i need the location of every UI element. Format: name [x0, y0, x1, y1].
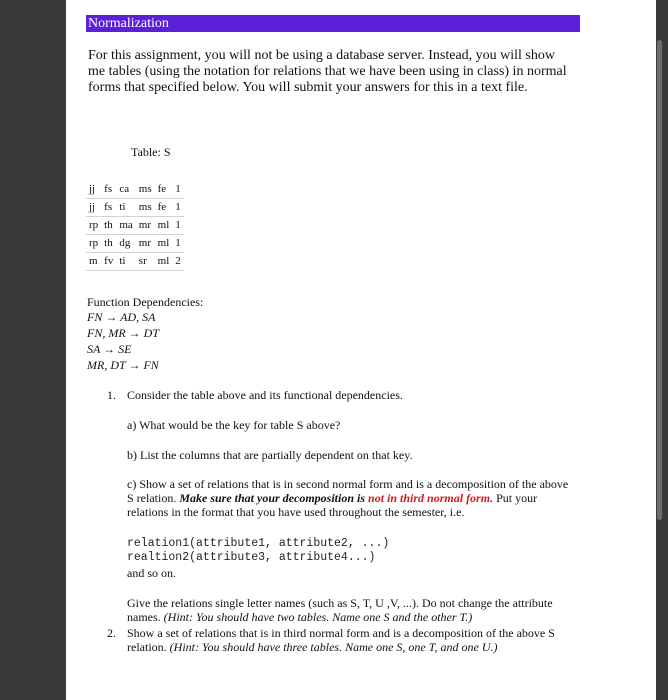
q1-naming-text: Give the relations single letter names (such as S, T, U ,V, ...). Do not change the attribute names.: [127, 596, 553, 624]
q1-part-b: b) List the columns that are partially dependent on that key.: [127, 448, 413, 462]
table-cell: fs: [101, 199, 116, 217]
table-cell: 1: [172, 199, 184, 217]
q1-c-emphasis: Make sure that your decomposition is: [179, 491, 366, 505]
q1-c-emphasis-end: in third normal form.: [387, 491, 494, 505]
dependency-line: SA → SE: [87, 342, 132, 356]
table-row: [86, 235, 184, 253]
table-cell: ml: [155, 217, 173, 235]
table-cell: th: [101, 235, 116, 253]
table-cell: 1: [172, 181, 184, 199]
dependency-line: MR, DT → FN: [87, 358, 159, 372]
table-cell: ms: [136, 181, 155, 199]
table-cell: mr: [136, 217, 155, 235]
q1-naming-hint: (Hint: You should have two tables. Name one S and the other T.): [163, 610, 473, 624]
table-title: Table: S: [131, 145, 171, 159]
and-so-on: and so on.: [127, 566, 176, 580]
table-cell: fs: [101, 181, 116, 199]
table-cell: rp: [86, 217, 101, 235]
table-row: [86, 181, 184, 199]
table-row: [86, 199, 184, 217]
table-cell: ml: [155, 253, 173, 271]
table-cell: fv: [101, 253, 116, 271]
dependencies-label: Function Dependencies:: [87, 295, 204, 309]
table-cell: ml: [155, 235, 173, 253]
q2-number: 2.: [107, 626, 116, 640]
table-row: [86, 217, 184, 235]
table-cell: th: [101, 217, 116, 235]
q1-part-c: [127, 477, 577, 519]
table-cell: fe: [155, 181, 173, 199]
table-cell: ma: [116, 217, 135, 235]
q1-text: Consider the table above and its functional dependencies.: [127, 388, 403, 402]
dependency-line: FN, MR → DT: [87, 326, 159, 340]
q2-hint: (Hint: You should have three tables. Name one S, one T, and one U.): [169, 640, 498, 654]
dependency-line: FN → AD, SA: [87, 310, 156, 324]
q1-c-format: Put your relations in the format that you have used throughout the semester, i.e.: [127, 491, 538, 519]
q1-c-text: c) Show a set of relations that is in second normal form and is a decomposition of the above S relation.: [127, 477, 569, 505]
table-cell: ms: [136, 199, 155, 217]
scrollbar[interactable]: [657, 40, 662, 520]
table-cell: rp: [86, 235, 101, 253]
section-title: Normalization: [88, 16, 169, 31]
relation-table: [86, 181, 184, 271]
document-page: [66, 0, 656, 700]
q1-number: 1.: [107, 388, 116, 402]
table-cell: ti: [116, 199, 135, 217]
table-cell: 1: [172, 235, 184, 253]
table-cell: fe: [155, 199, 173, 217]
q1-c-not: not: [368, 491, 385, 505]
table-cell: dg: [116, 235, 135, 253]
table-cell: mr: [136, 235, 155, 253]
table-cell: jj: [86, 199, 101, 217]
table-cell: m: [86, 253, 101, 271]
q1-naming: [127, 596, 577, 624]
code-line-1: relation1(attribute1, attribute2, ...): [127, 537, 390, 550]
table-cell: ca: [116, 181, 135, 199]
table-row: [86, 253, 184, 271]
q2-text-block: [127, 626, 587, 654]
q1-part-a: a) What would be the key for table S above?: [127, 418, 341, 432]
table-cell: jj: [86, 181, 101, 199]
table-cell: 1: [172, 217, 184, 235]
code-line-2: realtion2(attribute3, attribute4...): [127, 551, 376, 564]
table-cell: sr: [136, 253, 155, 271]
table-cell: 2: [172, 253, 184, 271]
intro-paragraph: For this assignment, you will not be using a database server. Instead, you will show me tables (using the notation for relations that we have been using in class) in normal forms that specified below. You will submit your answers for this in a text file.: [88, 48, 567, 95]
table-cell: ti: [116, 253, 135, 271]
q2-text: Show a set of relations that is in third normal form and is a decomposition of the above S relation.: [127, 626, 555, 654]
